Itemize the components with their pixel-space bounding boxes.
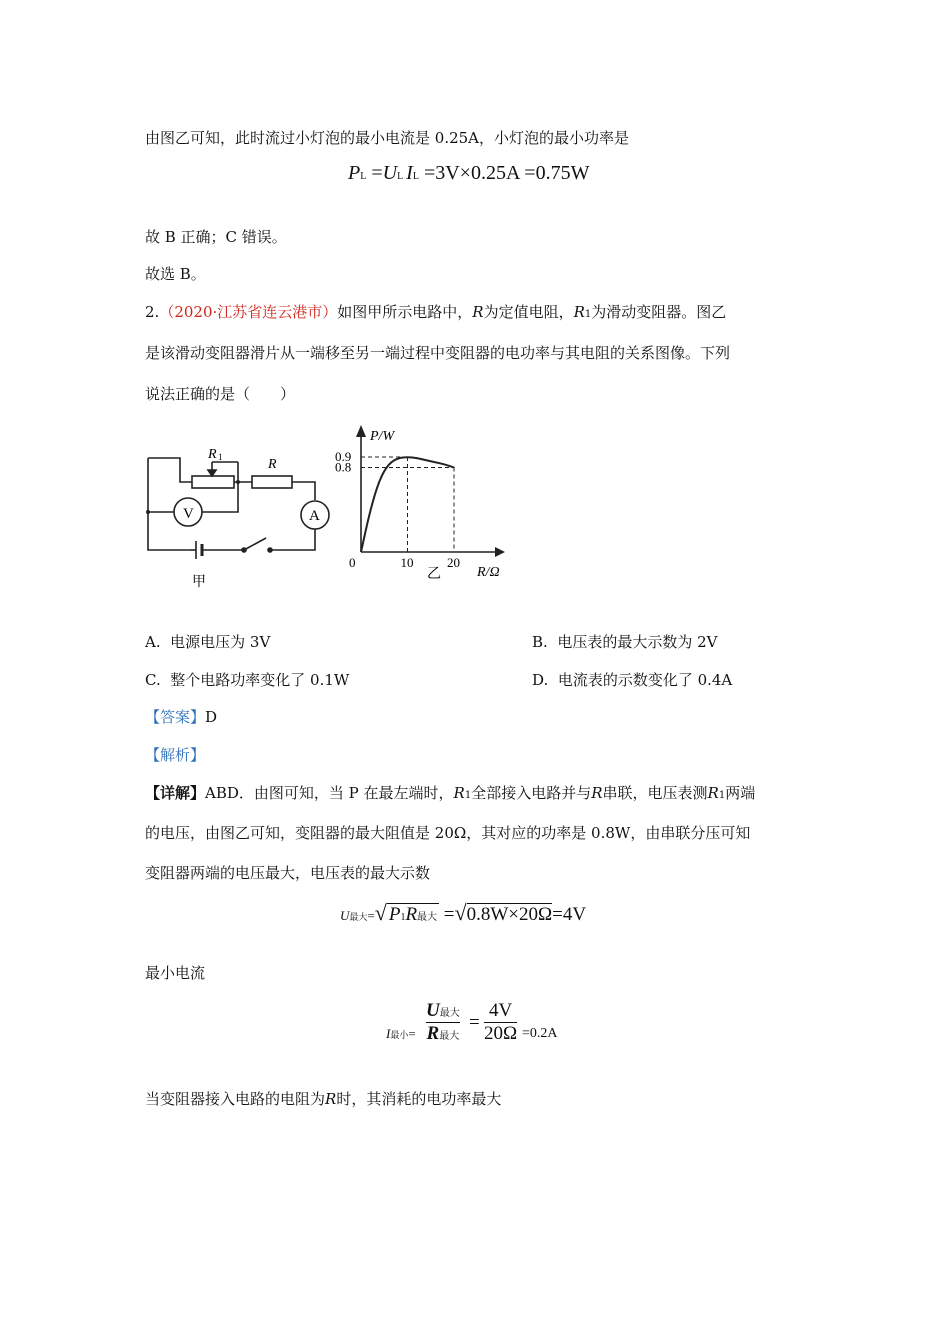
paragraph-min-current: 由图乙可知，此时流过小灯泡的最小电流是 0.25A，小灯泡的最小功率是 xyxy=(145,129,630,147)
voltmeter-label: V xyxy=(183,506,194,522)
y-axis-label: P/W xyxy=(370,429,395,444)
detail-line-3: 变阻器两端的电压最大，电压表的最大示数 xyxy=(145,864,431,882)
question-2-line-3: 说法正确的是（ ） xyxy=(145,385,296,403)
power-resistance-chart xyxy=(335,425,515,585)
origin-label: 0 xyxy=(349,555,356,570)
y-tick-0.8: 0.8 xyxy=(335,459,352,475)
x-axis-label: R/Ω xyxy=(477,565,500,580)
answer-tag: 【答案】 xyxy=(145,708,206,726)
circuit-diagram xyxy=(140,440,330,590)
equation-min-current-result: =0.2A xyxy=(522,1026,558,1041)
r1-label: R xyxy=(208,447,217,462)
equation-min-current-equals: = xyxy=(469,1012,480,1033)
r-label: R xyxy=(268,457,277,472)
question-2-line-1: 2.（2020·江苏省连云港市）如图甲所示电路中，R为定值电阻，R1为滑动变阻器。图乙 xyxy=(145,303,727,321)
x-tick-20: 20 xyxy=(447,555,460,570)
final-line: 当变阻器接入电路的电阻为R时，其消耗的电功率最大 xyxy=(145,1090,502,1108)
option-d[interactable]: D. 电流表的示数变化了 0.4A xyxy=(532,671,733,689)
r1-subscript: 1 xyxy=(218,452,223,462)
x-tick-10: 10 xyxy=(400,555,414,570)
choice-line: 故选 B。 xyxy=(145,265,206,283)
y-axis-arrow xyxy=(356,425,366,437)
equation-min-power: PL =UL IL =3V×0.25A =0.75W xyxy=(348,162,590,184)
detail-line-2: 的电压，由图乙可知，变阻器的最大阻值是 20Ω，其对应的功率是 0.8W，由串联分压可知 xyxy=(145,824,751,842)
answer-line xyxy=(145,707,217,727)
option-a[interactable]: A. 电源电压为 3V xyxy=(145,633,271,651)
equation-min-current-lhs: I最小= xyxy=(386,1026,416,1041)
answer-value: D xyxy=(205,708,218,726)
min-current-label: 最小电流 xyxy=(145,964,206,982)
conclusion-line: 故 B 正确；C 错误。 xyxy=(145,228,287,246)
question-2-line-2: 是该滑动变阻器滑片从一端移至另一端过程中变阻器的电功率与其电阻的关系图像。下列 xyxy=(145,344,731,362)
chart-caption: 乙 xyxy=(427,567,441,582)
option-b[interactable]: B. 电压表的最大示数为 2V xyxy=(532,633,718,651)
y-tick-0.9: 0.9 xyxy=(335,449,352,464)
x-axis-arrow xyxy=(495,547,505,557)
equation-max-voltage: U最大=√ P1R最大 =√0.8W×20Ω=4V xyxy=(340,900,587,925)
analysis-tag: 【解析】 xyxy=(145,746,206,764)
circuit-caption: 甲 xyxy=(192,575,206,590)
option-c[interactable]: C. 整个电路功率变化了 0.1W xyxy=(145,671,350,689)
ammeter-label: A xyxy=(309,508,320,524)
fraction-u-over-r: U最大 R最大 xyxy=(426,1000,460,1044)
question-source: （2020·江苏省连云港市） xyxy=(159,303,338,321)
fraction-4v-over-20ohm: 4V 20Ω xyxy=(484,1000,518,1044)
detail-line-1: 【详解】ABD．由图可知，当 P 在最左端时，R1全部接入电路并与R串联，电压表测R1两端 xyxy=(145,784,756,802)
